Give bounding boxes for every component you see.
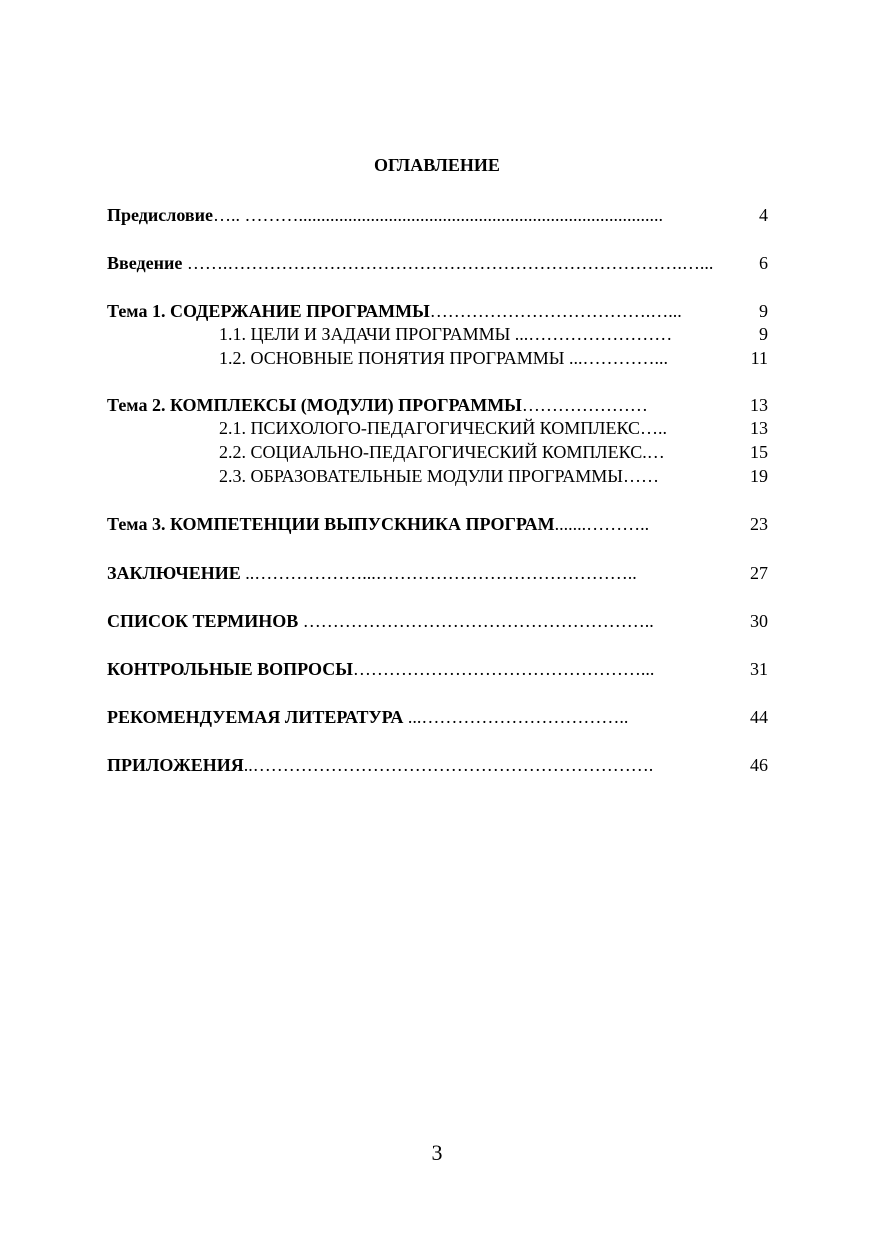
toc-page-number: 6 [755,251,768,275]
toc-leader: ….. ………................................................................................. [212,205,663,225]
toc-leader: ….. [640,418,668,438]
toc-entry-2-3[interactable] [219,464,768,488]
toc-page-number: 4 [755,203,768,227]
toc-entry-topic-1[interactable] [107,299,768,323]
toc-page-number: 9 [755,322,768,346]
toc-entry-title: Тема 2. КОМПЛЕКСЫ (МОДУЛИ) ПРОГРАММЫ [107,395,522,415]
page-title: ОГЛАВЛЕНИЕ [374,155,500,175]
toc-entry-title: КОНТРОЛЬНЫЕ ВОПРОСЫ [107,659,353,679]
toc-entry-title: СПИСОК ТЕРМИНОВ [107,611,299,631]
toc-leader: ………………………………………………….. [298,611,654,631]
toc-entry-1-1[interactable] [219,322,768,346]
toc-page-number: 19 [746,464,768,488]
toc-entry-title: ЗАКЛЮЧЕНИЕ [107,563,241,583]
toc-leader: ...…………... [564,348,668,368]
toc-leader: …………………………………………... [352,659,655,679]
toc-page-number: 13 [746,416,768,440]
toc-entry-title: 1.2. ОСНОВНЫЕ ПОНЯТИЯ ПРОГРАММЫ [219,348,565,368]
toc-entry-preface[interactable] [107,203,768,227]
toc-entry-title: 2.1. ПСИХОЛОГО-ПЕДАГОГИЧЕСКИЙ КОМПЛЕКС [219,418,641,438]
toc-entry-title: 2.3. ОБРАЗОВАТЕЛЬНЫЕ МОДУЛИ ПРОГРАММЫ [219,466,623,486]
toc-leader: ………………… [521,395,648,415]
toc-entry-title: Введение [107,253,183,273]
toc-page-number: 9 [755,299,768,323]
toc-page-number: 30 [746,609,768,633]
toc-entry-topic-3[interactable] [107,512,768,536]
toc-entry-questions[interactable] [107,657,768,681]
toc-page-number: 11 [747,346,768,370]
toc-entry-introduction[interactable] [107,251,768,275]
toc-entry-conclusion[interactable] [107,561,768,585]
toc-entry-title: Тема 1. СОДЕРЖАНИЕ ПРОГРАММЫ [107,301,430,321]
toc-entry-appendices[interactable] [107,753,768,777]
toc-entry-title: 1.1. ЦЕЛИ И ЗАДАЧИ ПРОГРАММЫ [219,324,511,344]
toc-page-number: 23 [746,512,768,536]
toc-leader: ..…………………………………………………………. [243,755,654,775]
toc-leader: ..………………...…………………………………….. [240,563,637,583]
toc-entry-2-2[interactable] [219,440,768,464]
toc-page-number: 31 [746,657,768,681]
toc-entry-2-1[interactable] [219,416,768,440]
toc-page-number: 15 [746,440,768,464]
toc-entry-glossary[interactable] [107,609,768,633]
toc-leader: ……………………………….…... [429,301,682,321]
toc-leader: …….………………………………………………………………….…... [182,253,714,273]
page-number: 3 [431,1140,443,1165]
toc-leader: ...…………………………….. [403,707,629,727]
toc-leader: .… [642,442,665,462]
toc-page-number: 13 [746,393,768,417]
toc-entry-title: Тема 3. КОМПЕТЕНЦИИ ВЫПУСКНИКА ПРОГРАМ [107,514,555,534]
toc-page-number: 44 [746,705,768,729]
toc-entry-title: РЕКОМЕНДУЕМАЯ ЛИТЕРАТУРА [107,707,404,727]
toc-entry-literature[interactable] [107,705,768,729]
toc-entry-1-2[interactable] [219,346,768,370]
toc-leader: …… [622,466,659,486]
toc-leader: .......……….. [554,514,650,534]
toc-entry-title: ПРИЛОЖЕНИЯ [107,755,244,775]
toc-page-number: 27 [746,561,768,585]
toc-page-number: 46 [746,753,768,777]
toc-entry-title: 2.2. СОЦИАЛЬНО-ПЕДАГОГИЧЕСКИЙ КОМПЛЕКС [219,442,643,462]
toc-entry-title: Предисловие [107,205,213,225]
toc-entry-topic-2[interactable] [107,393,768,417]
toc-leader: ...…………………… [510,324,673,344]
